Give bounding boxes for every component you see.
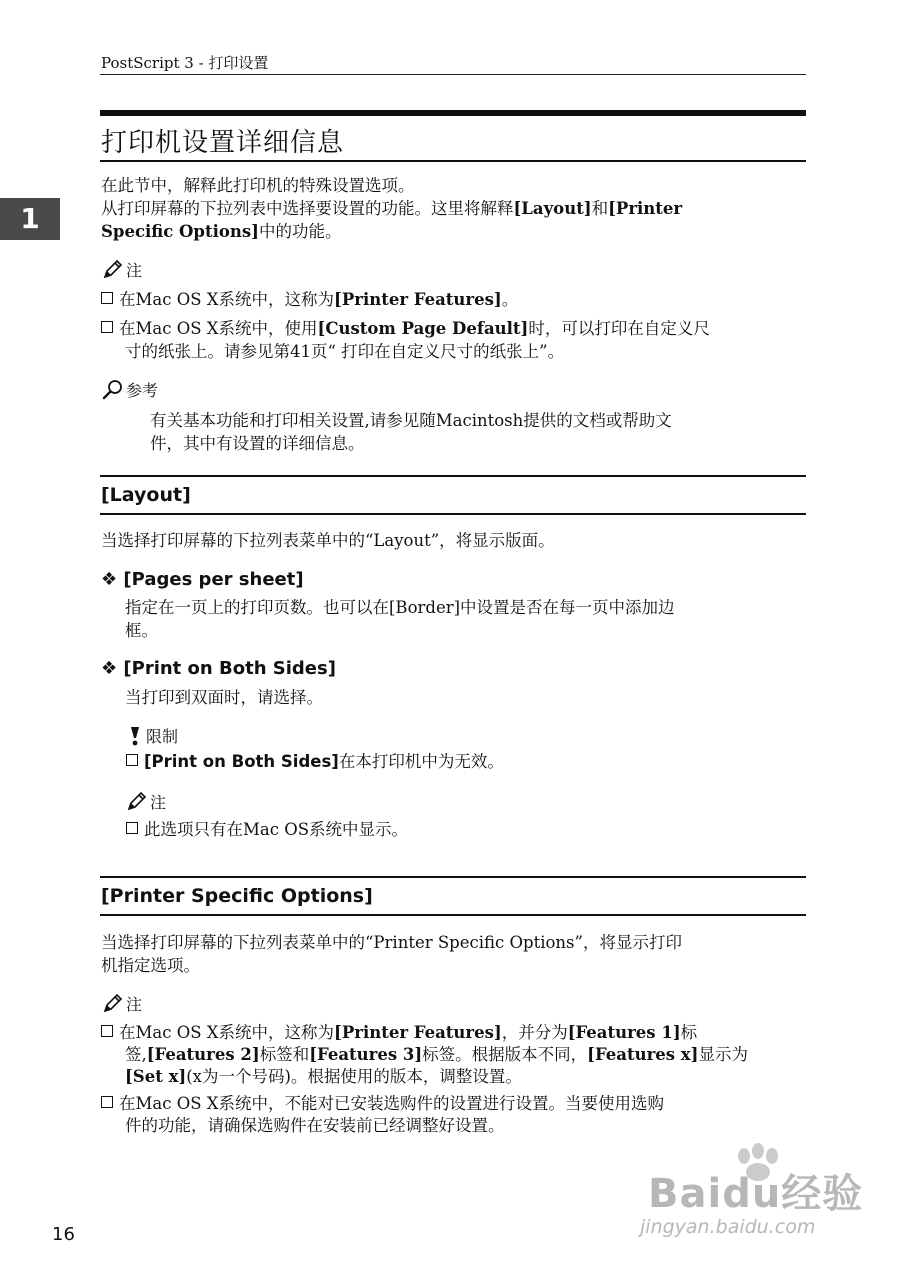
chapter-tab: 1 <box>0 198 60 240</box>
pso-note-item-1-line-2 <box>125 1044 748 1066</box>
reference-line-1: 有关基本功能和打印相关设置,请参见随Macintosh提供的文档或帮助文 <box>150 411 672 430</box>
pages-per-sheet-line-2: 框。 <box>125 621 158 640</box>
print-both-sides-title: [Print on Both Sides] <box>123 658 336 679</box>
note-item <box>126 819 408 841</box>
checkbox-bullet-icon <box>101 1025 113 1037</box>
pencil-icon <box>102 994 124 1014</box>
intro-layout-ref: [Layout] <box>513 199 592 218</box>
reference-line-2: 件，其中有设置的详细信息。 <box>150 434 365 453</box>
note-text: 在Mac OS X系统中，这称为 <box>119 290 335 309</box>
intro-pso-ref: Specific Options] <box>101 222 259 241</box>
pso-note-item-2-line-2: 件的功能，请确保选购件在安装前已经调整好设置。 <box>125 1116 505 1135</box>
note-label-text: 注 <box>150 793 167 812</box>
pages-per-sheet-title: [Pages per sheet] <box>123 569 304 590</box>
layout-top-rule <box>100 475 806 477</box>
header-rule <box>100 74 806 75</box>
checkbox-bullet-icon <box>126 754 138 766</box>
layout-heading: [Layout] <box>101 484 191 506</box>
note-item-continuation: 寸的纸张上。请参见第41页“ 打印在自定义尺寸的纸张上”。 <box>125 342 565 361</box>
print-both-sides-desc: 当打印到双面时，请选择。 <box>125 688 323 707</box>
intro-line-1: 在此节中，解释此打印机的特殊设置选项。 <box>101 176 415 195</box>
limit-label-text: 限制 <box>146 727 179 746</box>
note-label <box>102 992 142 1015</box>
watermark-main: Baidu经验 <box>648 1171 864 1217</box>
note-text: 签, <box>125 1045 147 1064</box>
note-text: 。 <box>501 290 519 309</box>
diamond-bullet-icon: ❖ <box>101 569 124 590</box>
note-item <box>101 318 710 340</box>
exclamation-icon <box>126 725 144 747</box>
note-text: 此选项只有在Mac OS系统中显示。 <box>144 820 409 839</box>
note-label-text: 注 <box>126 995 143 1014</box>
pso-note-item-1-line-3 <box>125 1066 522 1088</box>
intro-line-3 <box>101 220 341 243</box>
reference-label <box>102 378 158 401</box>
pso-desc-line-2: 机指定选项。 <box>101 956 200 975</box>
note-bold: [Features x] <box>587 1045 699 1064</box>
pso-bottom-rule <box>100 914 806 916</box>
watermark <box>640 1142 870 1252</box>
pso-note-item-1 <box>101 1022 697 1044</box>
note-text: 标 <box>680 1023 698 1042</box>
limit-label <box>126 724 178 747</box>
page-number: 16 <box>52 1224 75 1245</box>
note-label <box>126 790 166 813</box>
note-bold: [Features 1] <box>567 1023 681 1042</box>
pso-top-rule <box>100 876 806 878</box>
intro-text: 中的功能。 <box>258 222 342 241</box>
limit-bold: [Print on Both Sides] <box>144 752 339 771</box>
note-text: 时，可以打印在自定义尺 <box>528 319 710 338</box>
title-bottom-rule <box>100 160 806 162</box>
intro-line-2 <box>101 197 682 220</box>
note-item <box>101 289 518 311</box>
note-text: (x为一个号码)。根据使用的版本，调整设置。 <box>186 1067 522 1086</box>
intro-printer-ref: [Printer <box>608 199 683 218</box>
note-label-text: 注 <box>126 261 143 280</box>
intro-text: 和 <box>591 199 609 218</box>
note-text: ，并分为 <box>501 1023 568 1042</box>
pso-heading: [Printer Specific Options] <box>101 885 373 907</box>
note-text: 在Mac OS X系统中，不能对已安装选购件的设置进行设置。当要使用选购 <box>119 1094 665 1113</box>
watermark-sub: jingyan.baidu.com <box>640 1216 816 1238</box>
note-text: 显示为 <box>698 1045 748 1064</box>
note-bold: [Set x] <box>125 1067 187 1086</box>
intro-text: 从打印屏幕的下拉列表中选择要设置的功能。这里将解释 <box>101 199 514 218</box>
pencil-icon <box>126 792 148 812</box>
diamond-bullet-icon: ❖ <box>101 658 124 679</box>
note-text: 标签和 <box>259 1045 310 1064</box>
running-header: PostScript 3 - 打印设置 <box>101 54 269 72</box>
pencil-icon <box>102 260 124 280</box>
checkbox-bullet-icon <box>101 1096 113 1108</box>
note-bold: [Features 3] <box>309 1045 423 1064</box>
limit-item <box>126 751 504 773</box>
limit-text: 在本打印机中为无效。 <box>338 752 504 771</box>
note-bold: [Printer Features] <box>334 290 502 309</box>
note-bold: [Custom Page Default] <box>317 319 529 338</box>
page-title: 打印机设置详细信息 <box>101 128 345 158</box>
pso-note-item-2 <box>101 1093 664 1115</box>
title-top-rule <box>100 110 806 116</box>
pages-per-sheet-line-1: 指定在一页上的打印页数。也可以在[Border]中设置是否在每一页中添加边 <box>125 598 675 617</box>
checkbox-bullet-icon <box>126 822 138 834</box>
pages-per-sheet-heading <box>101 569 304 590</box>
note-label <box>102 258 142 281</box>
layout-bottom-rule <box>100 513 806 515</box>
note-bold: [Printer Features] <box>334 1023 502 1042</box>
checkbox-bullet-icon <box>101 321 113 333</box>
reference-label-text: 参考 <box>126 381 159 400</box>
checkbox-bullet-icon <box>101 292 113 304</box>
note-text: 在Mac OS X系统中，使用 <box>119 319 318 338</box>
note-bold: [Features 2] <box>146 1045 260 1064</box>
pso-desc-line-1: 当选择打印屏幕的下拉列表菜单中的“Printer Specific Options”，将显示打印 <box>101 933 682 952</box>
note-text: 在Mac OS X系统中，这称为 <box>119 1023 335 1042</box>
layout-desc: 当选择打印屏幕的下拉列表菜单中的“Layout”，将显示版面。 <box>101 531 555 550</box>
print-both-sides-heading <box>101 658 336 679</box>
note-text: 标签。根据版本不同， <box>422 1045 588 1064</box>
magnifier-icon <box>102 379 124 401</box>
